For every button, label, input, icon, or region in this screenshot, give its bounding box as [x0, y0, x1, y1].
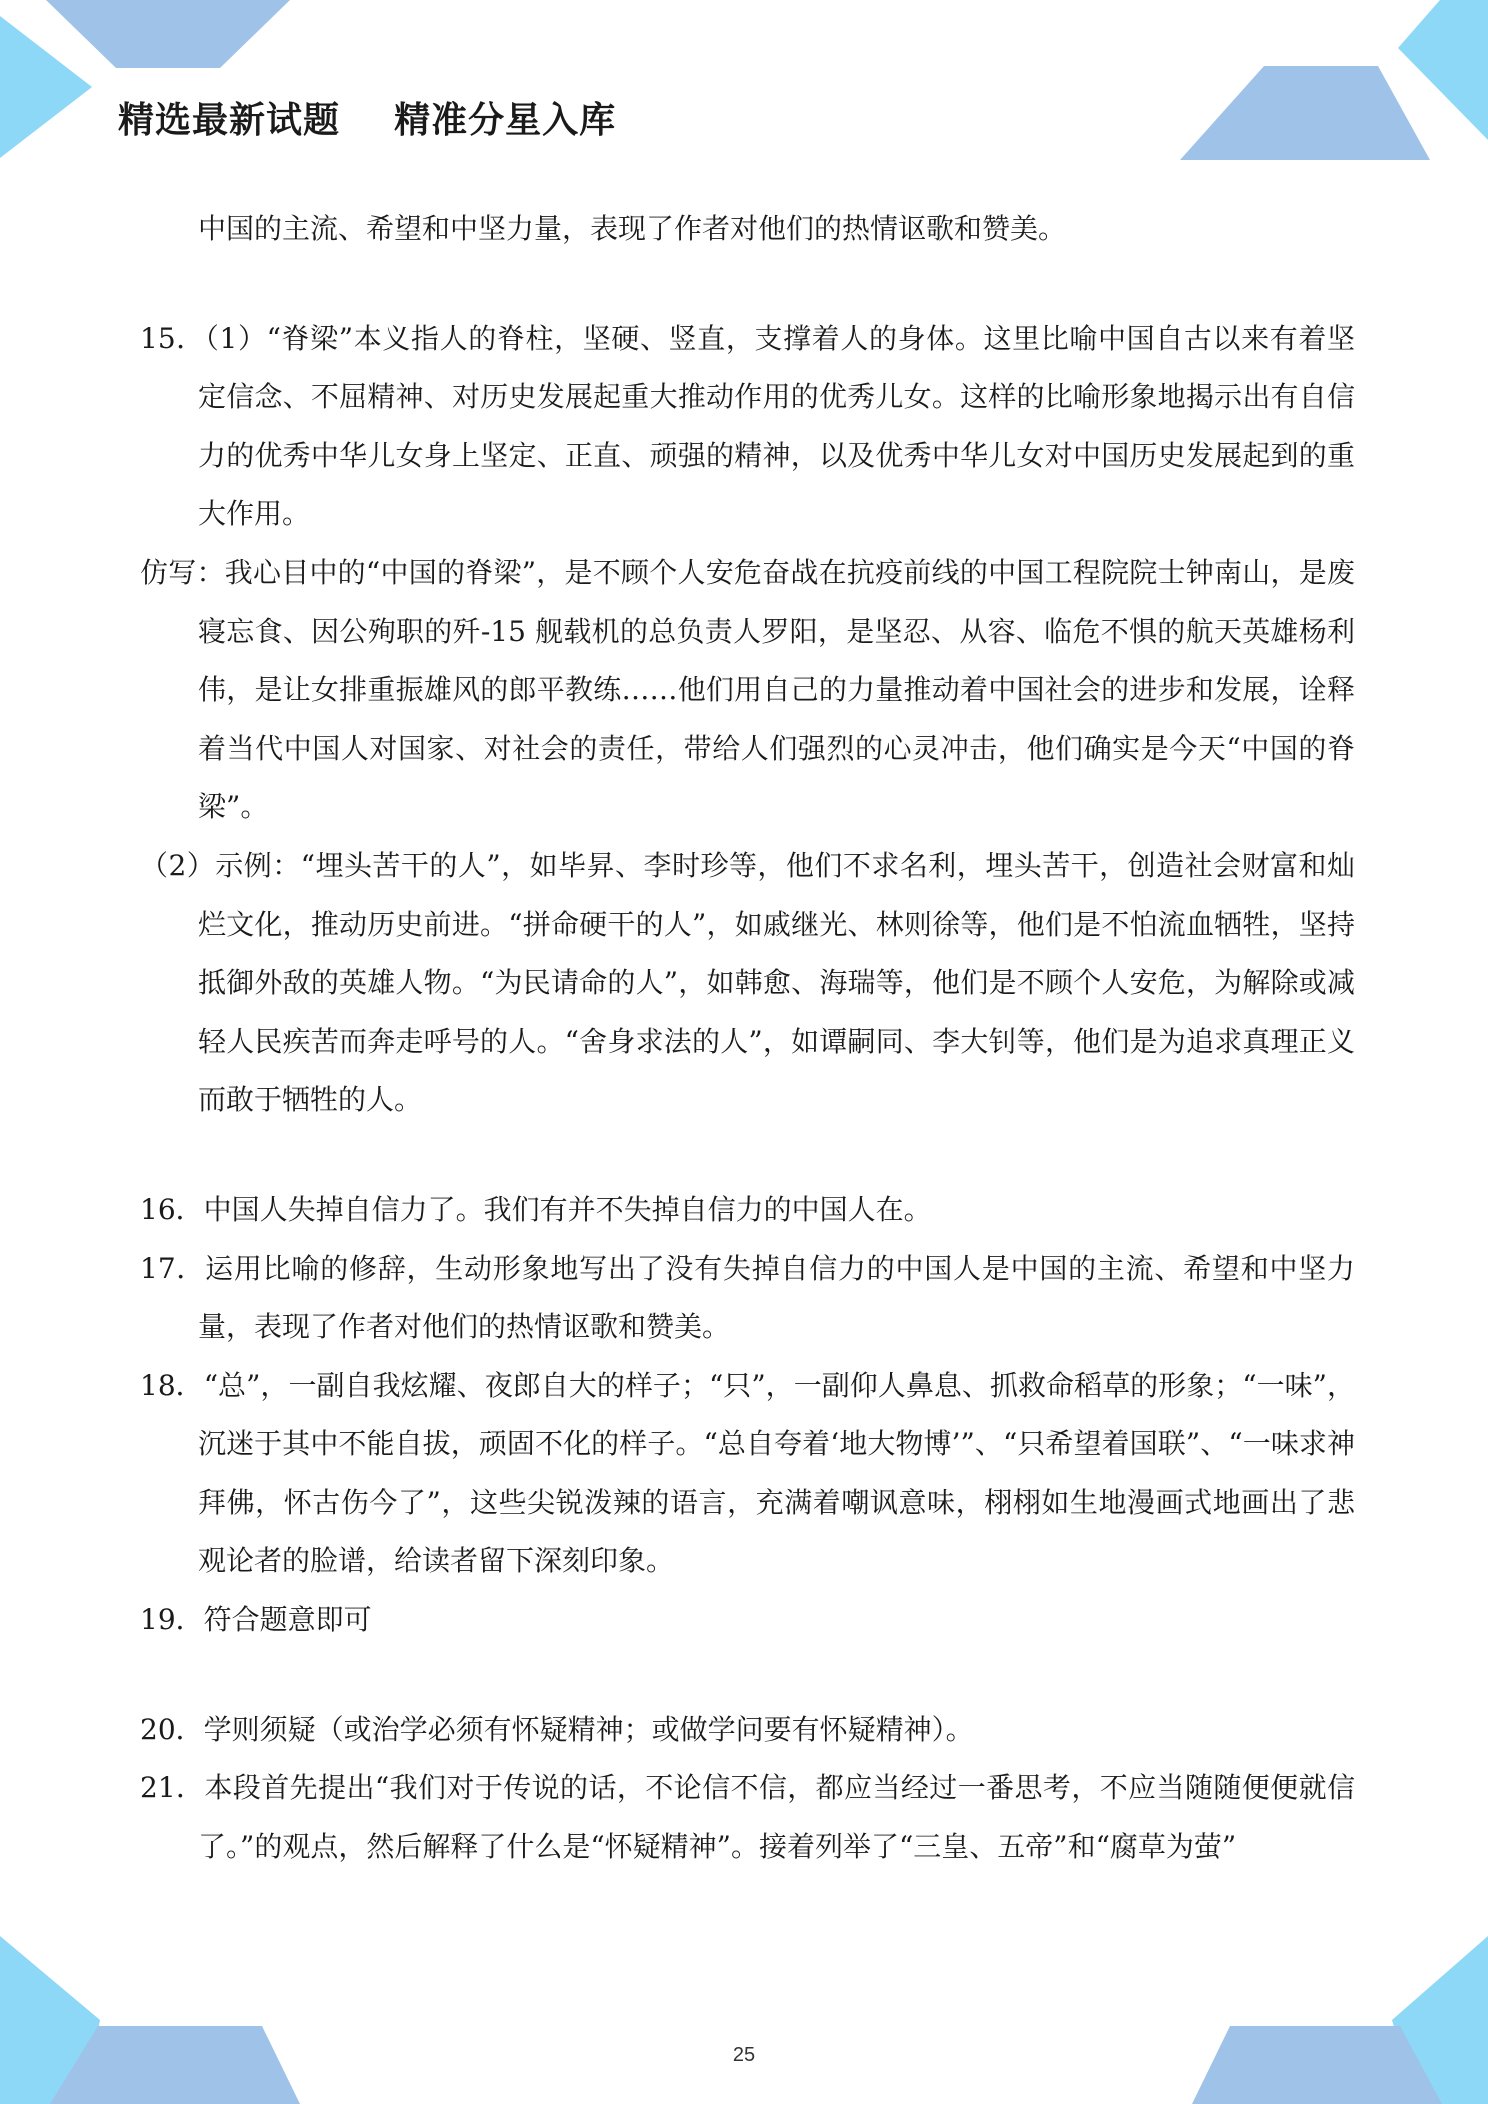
header-title: 精选最新试题 精准分星入库 — [118, 100, 617, 141]
answer-15-imitation: 仿写：我心目中的“中国的脊梁”，是不顾个人安危奋战在抗疫前线的中国工程院院士钟南山，是废寝忘食、因公殉职的歼-15 舰载机的总负责人罗阳，是坚忍、从容、临危不惧的航天英雄杨利伟，是让女排重振雄风的郎平教练……他们用自己的力量推动着中国社会的进步和发展，诠释着当代中国人对国家、对社会的责任，带给人们强烈的心灵冲击，他们确实是今天“中国的脊梁”。 — [140, 555, 1355, 824]
answer-19: 19．符合题意即可 — [140, 1603, 372, 1637]
top-left-triangle — [0, 16, 92, 158]
answer-15-part1: 15．（1）“脊梁”本义指人的脊柱，坚硬、竖直，支撑着人的身体。这里比喻中国自古以来有着坚定信念、不屈精神、对历史发展起重大推动作用的优秀儿女。这样的比喻形象地揭示出有自信力的优秀中华儿女身上坚定、正直、顽强的精神，以及优秀中华儿女对中国历史发展起到的重大作用。 — [140, 321, 1355, 531]
page-number: 25 — [732, 2044, 756, 2066]
answer-18: 18．“总”，一副自我炫耀、夜郎自大的样子；“只”，一副仰人鼻息、抓救命稻草的形象；“一味”，沉迷于其中不能自拔，顽固不化的样子。“总自夸着‘地大物博’”、“只希望着国联”、“一味求神拜佛，怀古伤今了”，这些尖锐泼辣的语言，充满着嘲讽意味，栩栩如生地漫画式地画出了悲观论者的脸谱，给读者留下深刻印象。 — [140, 1368, 1355, 1578]
answer-continuation: 中国的主流、希望和中坚力量，表现了作者对他们的热情讴歌和赞美。 — [198, 212, 1067, 245]
answer-16: 16．中国人失掉自信力了。我们有并不失掉自信力的中国人在。 — [140, 1192, 932, 1226]
top-left-trapezoid — [46, 0, 290, 68]
answer-17: 17．运用比喻的修辞，生动形象地写出了没有失掉自信力的中国人是中国的主流、希望和中坚力量，表现了作者对他们的热情讴歌和赞美。 — [140, 1251, 1355, 1344]
answer-content — [140, 200, 1355, 1876]
answer-15-part2: （2）示例：“埋头苦干的人”，如毕昇、李时珍等，他们不求名利，埋头苦干，创造社会财富和灿烂文化，推动历史前进。“拼命硬干的人”，如戚继光、林则徐等，他们是不怕流血牺牲，坚持抵御外敌的英雄人物。“为民请命的人”，如韩愈、海瑞等，他们是不顾个人安危，为解除或减轻人民疾苦而奔走呼号的人。“舍身求法的人”，如谭嗣同、李大钊等，他们是为追求真理正义而敢于牺牲的人。 — [140, 848, 1355, 1117]
answer-21: 21．本段首先提出“我们对于传说的话，不论信不信，都应当经过一番思考，不应当随随便便就信了。”的观点，然后解释了什么是“怀疑精神”。接着列举了“三皇、五帝”和“腐草为萤” — [140, 1771, 1355, 1863]
answer-20: 20．学则须疑（或治学必须有怀疑精神；或做学问要有怀疑精神）。 — [140, 1712, 974, 1746]
top-right-triangle — [1398, 0, 1488, 140]
top-right-trapezoid — [1180, 66, 1430, 160]
